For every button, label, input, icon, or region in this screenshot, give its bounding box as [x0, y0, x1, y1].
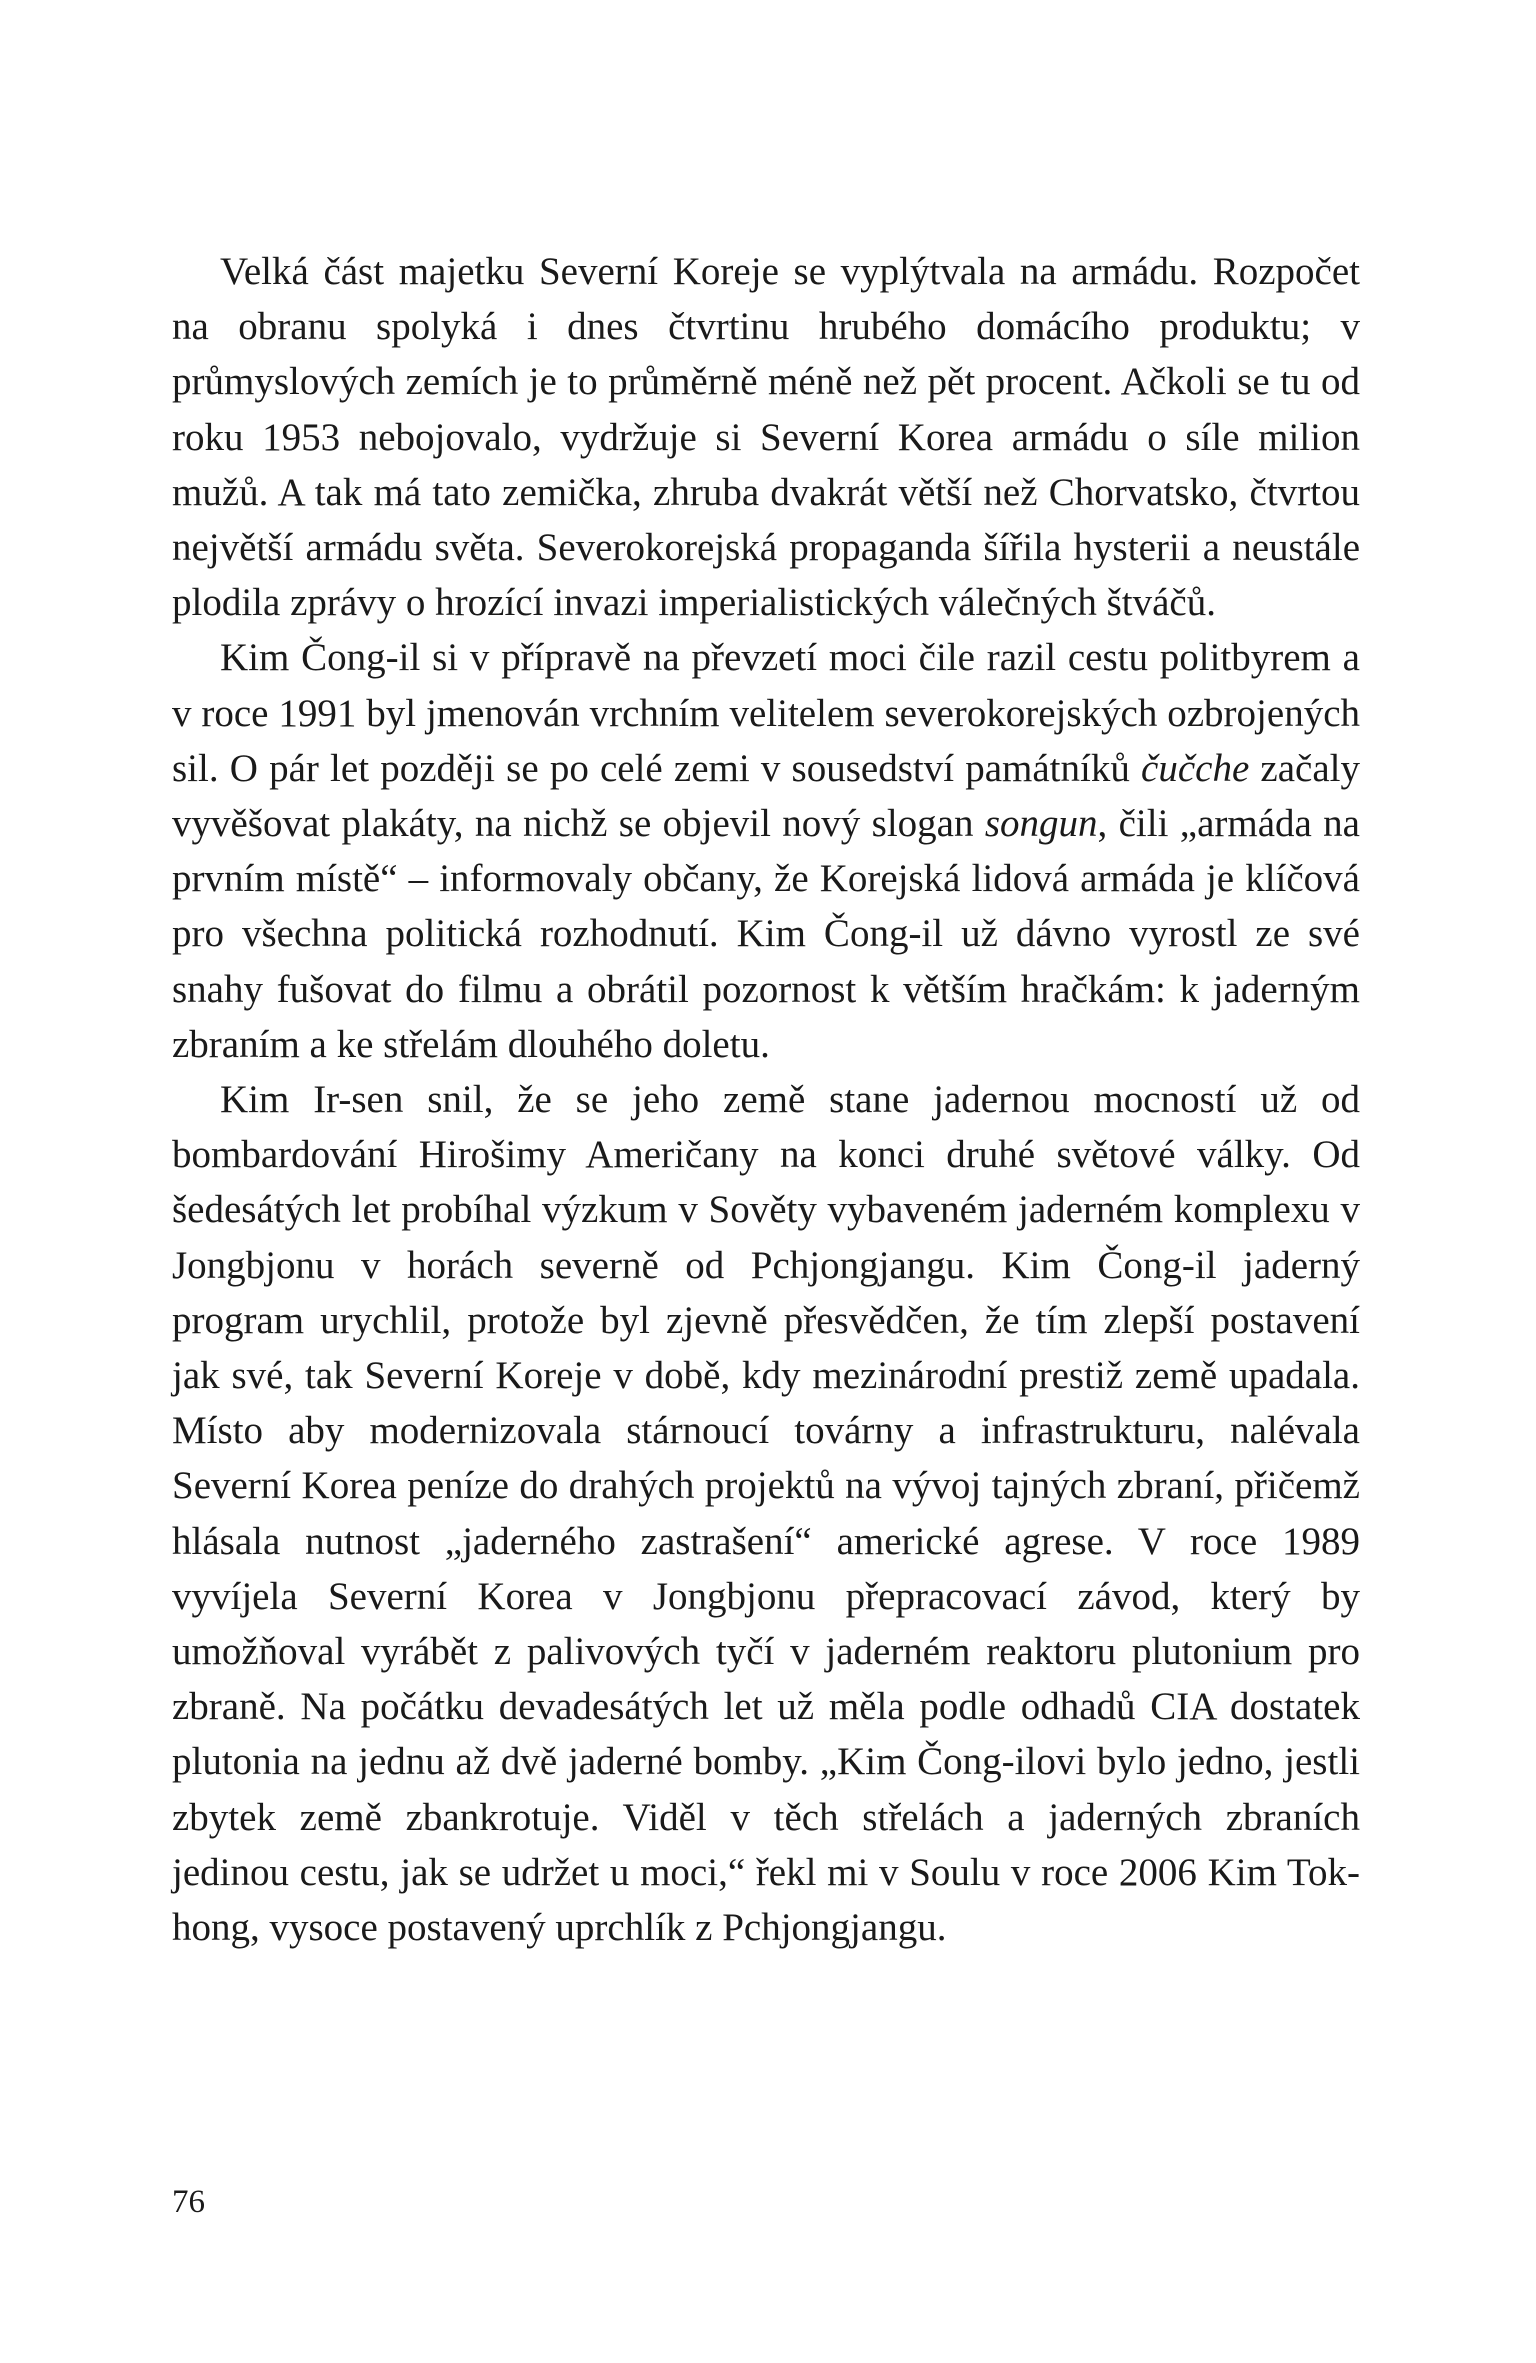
body-text — [172, 244, 1360, 1955]
paragraph-2-text-b: začaly vyvěšovat plakáty, na nichž se objevil nový slogan — [172, 746, 1361, 846]
page-number: 76 — [172, 2184, 205, 2220]
paragraph-3 — [172, 1072, 1360, 1955]
paragraph-2-text-a: Kim Čong-il si v přípravě na převzetí moci čile razil cestu politbyrem a v roce 1991 byl jmenován vrchním velitelem severokorejských ozbrojených sil. O pár let později se po celé zemi v sousedství památníků — [172, 636, 1360, 790]
paragraph-2-text-c: , čili „armáda na prvním místě“ – informovaly občany, že Korejská lidová armáda je klíčová pro všechna politická rozhodnutí. Kim Čong-il už dávno vyrostl ze své snahy fušovat do filmu a obrátil pozornost k větším hračkám: k jaderným zbraním a ke střelám dlouhého doletu. — [172, 802, 1360, 1066]
paragraph-2 — [172, 630, 1360, 1072]
paragraph-1-text: Velká část majetku Severní Koreje se vyplýtvala na armádu. Rozpočet na obranu spolyká i dnes čtvrtinu hrubého domácího produktu; v průmyslových zemích je to průměrně méně než pět procent. Ačkoli se tu od roku 1953 nebojovalo, vydržuje si Severní Korea armádu o síle milion mužů. A tak má tato zemička, zhruba dvakrát větší než Chorvatsko, čtvrtou největší armádu světa. Severokorejská propaganda šířila hysterii a neustále plodila zprávy o hrozící invazi imperialistických válečných štváčů. — [172, 250, 1360, 625]
term-songun: songun — [984, 802, 1098, 846]
paragraph-1 — [172, 244, 1360, 630]
term-cucche: čučche — [1141, 746, 1250, 790]
paragraph-3-text: Kim Ir-sen snil, že se jeho země stane jadernou mocností už od bombardování Hirošimy Američany na konci druhé světové války. Od šedesátých let probíhal výzkum v Sověty vybaveném jaderném komplexu v Jongbjonu v horách severně od Pchjongjangu. Kim Čong-il jaderný program urychlil, protože byl zjevně přesvědčen, že tím zlepší postavení jak své, tak Severní Koreje v době, kdy mezinárodní prestiž země upadala. Místo aby modernizovala stárnoucí továrny a infrastrukturu, nalévala Severní Korea peníze do drahých projektů na vývoj tajných zbraní, přičemž hlásala nutnost „jaderného zastrašení“ americké agrese. V roce 1989 vyvíjela Severní Korea v Jongbjonu přepracovací závod, který by umožňoval vyrábět z palivových tyčí v jaderném reaktoru plutonium pro zbraně. Na počátku devadesátých let už měla podle odhadů CIA dostatek plutonia na jednu až dvě jaderné bomby. „Kim Čong-ilovi bylo jedno, jestli zbytek země zbankrotuje. Viděl v těch střelách a jaderných zbraních jedinou cestu, jak se udržet u moci,“ řekl mi v Soulu v roce 2006 Kim Tok-hong, vysoce postavený uprchlík z Pchjongjangu. — [172, 1078, 1360, 1950]
